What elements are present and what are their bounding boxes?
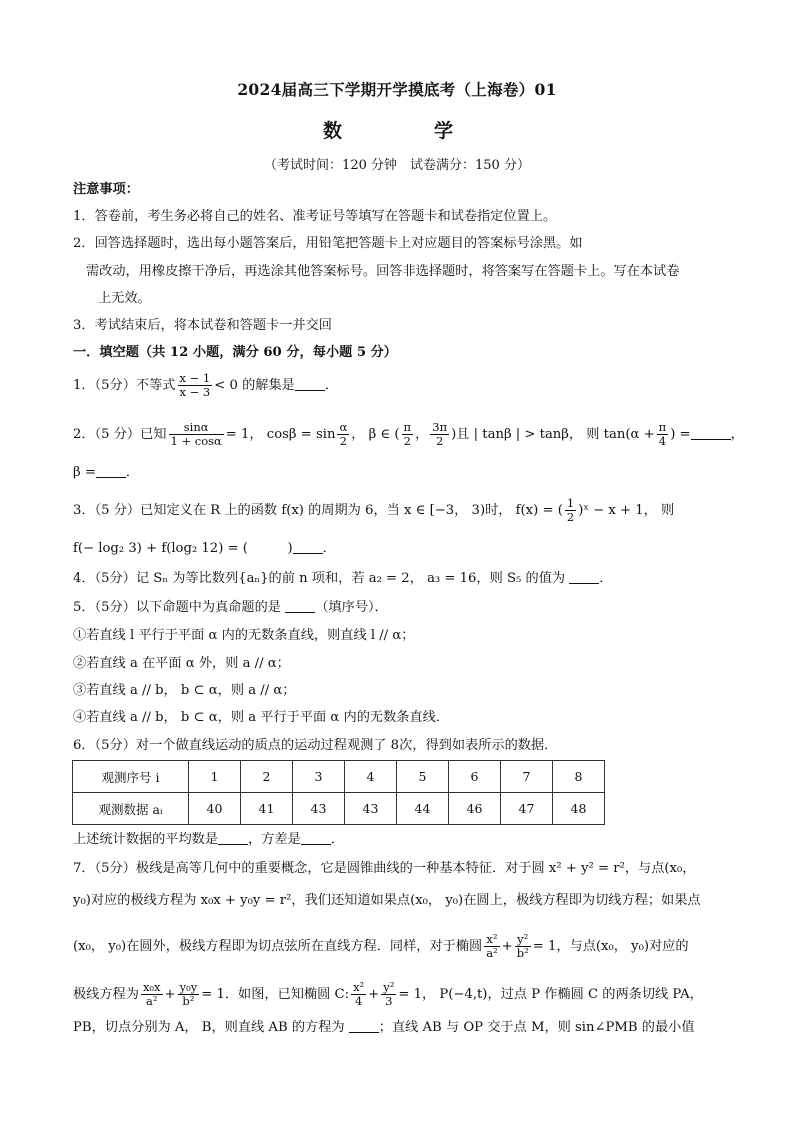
fraction: $\frac{\text{y₀y}}{\text{b²}}$: [179, 980, 198, 1008]
table-cell: 44: [397, 793, 449, 825]
q5-option-1: ①若直线 l 平行于平面 α 内的无数条直线，则直线 l // α；: [73, 628, 415, 643]
row-header: 观测数据 aᵢ: [73, 793, 189, 825]
table-cell: 2: [241, 761, 293, 793]
fraction: $\frac{\text{y²}}{\text{b²}}$: [516, 932, 529, 960]
answer-blank: [293, 540, 323, 554]
table-cell: 43: [293, 793, 345, 825]
table-cell: 43: [345, 793, 397, 825]
answer-blank: [96, 464, 126, 478]
question-7-line-4: 极线方程为 $\frac{\text{x₀x}}{\text{a²}}$ + $\frac{\text{y₀y}}{\text{b²}}$ = 1．如图，已知椭圆 C: $\frac{\text{x²}}{4}$ + $\frac{\text{y²}}{3}$ = 1， P(−4,t)，过点 P 作椭圆 C 的两条切线 PA，: [73, 980, 703, 1008]
q5-option-3: ③若直线 a // b， b ⊂ α，则 a // α；: [73, 683, 296, 698]
observation-table: [72, 760, 605, 825]
exam-title: 2024届高三下学期开学摸底考（上海卷）01: [237, 80, 557, 99]
table-cell: 6: [449, 761, 501, 793]
table-cell: 46: [449, 793, 501, 825]
question-7-line-3: (x₀， y₀)在圆外，极线方程即为切点弦所在直线方程．同样，对于椭圆 $\frac{\text{x²}}{\text{a²}}$ + $\frac{\text{y²}}{\text{b²}}$ = 1，与点(x₀， y₀)对应的: [73, 932, 689, 960]
answer-blank: [691, 426, 731, 440]
table-cell: 40: [189, 793, 241, 825]
table-cell: 41: [241, 793, 293, 825]
note-2-line-1: 2．回答选择题时，选出每小题答案后，用铅笔把答题卡上对应题目的答案标号涂黑。如: [73, 236, 583, 251]
q5-option-2: ②若直线 a 在平面 α 外，则 a // α；: [73, 656, 290, 671]
row-header: 观测序号 i: [73, 761, 189, 793]
fraction: $\frac{\text{x²}}{\text{a²}}$: [486, 932, 498, 960]
question-1: 1．（5分）不等式 $\frac{x - 1}{x - 3}$ < 0 的解集是 ．: [73, 371, 339, 399]
table-cell: 47: [501, 793, 553, 825]
answer-blank: [301, 831, 331, 845]
note-2-line-2: 需改动，用橡皮擦干净后，再选涂其他答案标号。回答非选择题时，将答案写在答题卡上。写在本试卷: [86, 264, 680, 279]
fraction: $\frac{\text{y²}}{3}$: [383, 980, 395, 1008]
question-3-line-2: f(− log₂ 3) + f(log₂ 12) = ( ) ．: [73, 541, 336, 556]
fraction: $\frac{x - 1}{x - 3}$: [179, 371, 211, 399]
table-cell: 5: [397, 761, 449, 793]
answer-blank: [218, 831, 248, 845]
fraction: $\frac{\sin\alpha}{1 + \cos\alpha}$: [170, 420, 222, 448]
question-6: 6．（5分）对一个做直线运动的质点的运动过程观测了 8次，得到如表所示的数据．: [73, 738, 558, 753]
table-cell: 7: [501, 761, 553, 793]
section-1-heading: 一．填空题（共 12 小题，满分 60 分，每小题 5 分）: [73, 345, 397, 360]
fraction: $\frac{\pi}{4}$: [658, 420, 667, 448]
table-cell: 1: [189, 761, 241, 793]
exam-info: （考试时间：120 分钟 试卷满分：150 分）: [264, 158, 530, 173]
question-2: 2．（5 分）已知 $\frac{\sin\alpha}{1 + \cos\alpha}$ = 1， cosβ = sin $\frac{\alpha}{2}$ ， β ∈ ( $\frac{\pi}{2}$ ， $\frac{3\pi}{2}$ )且 | tanβ | > tanβ， 则 tan(α + $\frac{\pi}{4}$ ) = ，: [73, 420, 744, 448]
note-2-line-3: 上无效。: [98, 291, 151, 306]
question-4: 4．（5分）记 Sₙ 为等比数列{aₙ}的前 n 项和，若 a₂ = 2， a₃ = 16，则 S₅ 的值为 ．: [73, 571, 613, 586]
question-7-line-1: 7．（5分）极线是高等几何中的重要概念，它是圆锥曲线的一种基本特征．对于圆 x² + y² = r²，与点(x₀，: [73, 861, 696, 876]
fraction: $\frac{3\pi}{2}$: [432, 420, 448, 448]
table-cell: 3: [293, 761, 345, 793]
question-2-line-2: β = ．: [73, 465, 140, 480]
table-cell: 48: [553, 793, 605, 825]
fraction: $\frac{1}{2}$: [566, 496, 575, 524]
question-5: 5．（5分）以下命题中为真命题的是 （填序号）．: [73, 600, 388, 615]
answer-blank: [349, 1019, 379, 1033]
fraction: $\frac{\alpha}{2}$: [339, 420, 348, 448]
subject-title: 数 学: [322, 120, 471, 142]
question-3: 3．（5 分）已知定义在 R 上的函数 f(x) 的周期为 6，当 x ∈ [−3， 3)时， f(x) = ( $\frac{1}{2}$ )ˣ − x + 1， 则: [73, 496, 675, 524]
fraction: $\frac{\text{x²}}{4}$: [353, 980, 365, 1008]
question-7-line-2: y₀)对应的极线方程为 x₀x + y₀y = r²，我们还知道如果点(x₀， y₀)在圆上，极线方程即为切线方程；如果点: [73, 893, 701, 908]
table-cell: 8: [553, 761, 605, 793]
answer-blank: [569, 570, 599, 584]
question-7-line-5: PB，切点分别为 A， B，则直线 AB 的方程为 ；直线 AB 与 OP 交于点 M，则 sin∠PMB 的最小值: [73, 1020, 695, 1035]
q5-option-4: ④若直线 a // b， b ⊂ α，则 a 平行于平面 α 内的无数条直线．: [73, 710, 450, 725]
fraction: $\frac{\pi}{2}$: [403, 420, 412, 448]
answer-blank: [295, 377, 325, 391]
table-row: [73, 793, 605, 825]
note-1: 1．答卷前，考生务必将自己的姓名、准考证号等填写在答题卡和试卷指定位置上。: [73, 209, 557, 224]
table-cell: 4: [345, 761, 397, 793]
answer-blank: [285, 599, 315, 613]
fraction: $\frac{\text{x₀x}}{\text{a²}}$: [142, 980, 161, 1008]
notes-heading: 注意事项：: [73, 182, 139, 197]
question-6-followup: 上述统计数据的平均数是 ，方差是 ．: [73, 832, 344, 847]
note-3: 3．考试结束后，将本试卷和答题卡一并交回: [73, 318, 332, 333]
table-row: [73, 761, 605, 793]
